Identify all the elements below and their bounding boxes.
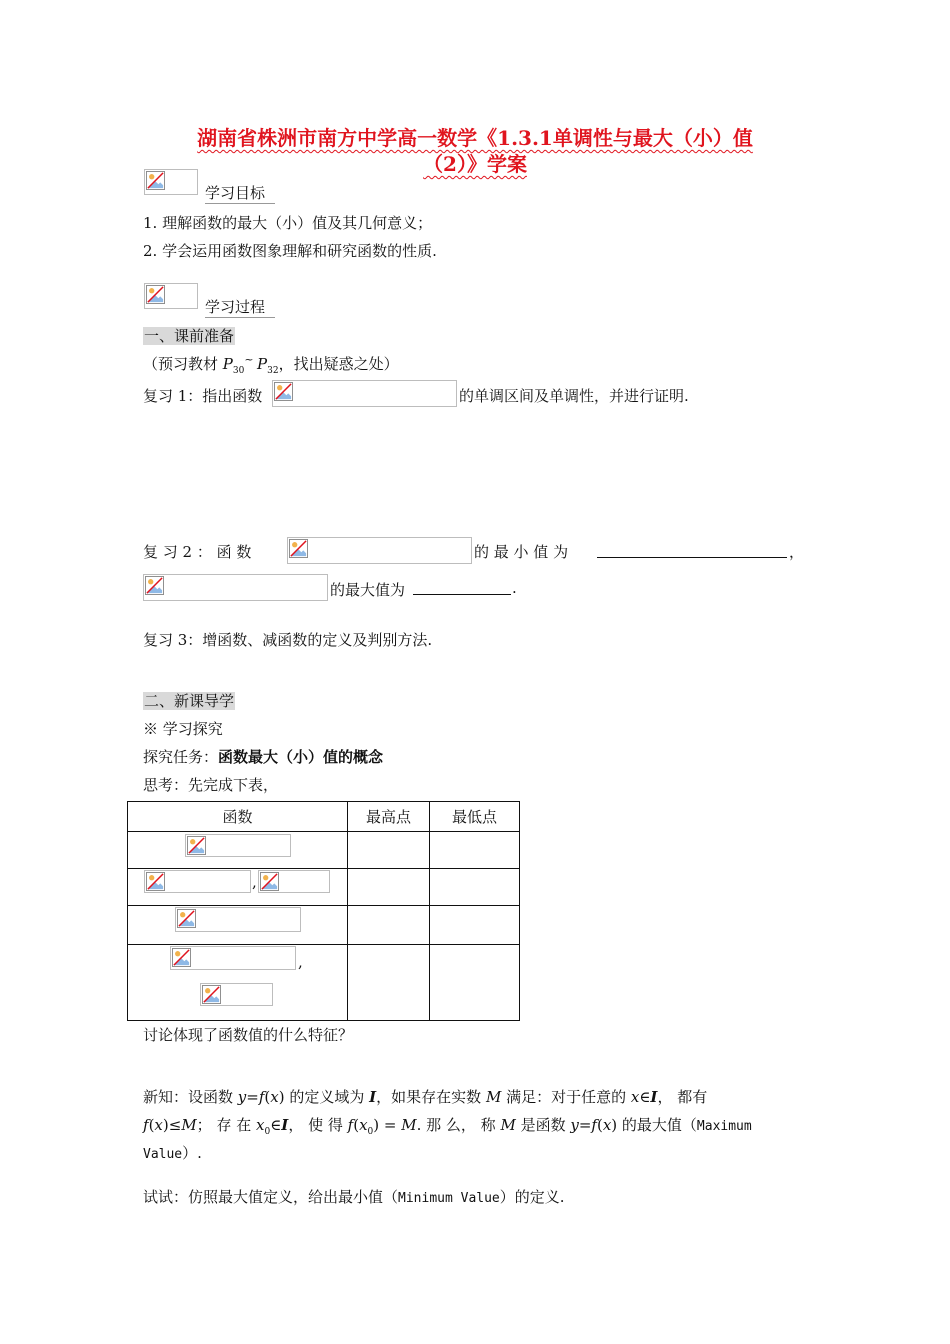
discuss-prompt: 讨论体现了函数值的什么特征？ (143, 1026, 354, 1044)
function-cell (128, 906, 348, 945)
formula-image (185, 834, 291, 857)
formula-image-review2b (143, 574, 328, 601)
section-image-process (144, 283, 198, 309)
answer-cell-highest[interactable] (348, 832, 430, 869)
table-header-row (128, 802, 520, 832)
explore-task: 探究任务：函数最大（小）值的概念 (143, 748, 384, 766)
answer-cell-highest[interactable] (348, 869, 430, 906)
section-label-goals: 学习目标 (205, 182, 275, 204)
broken-image-icon (289, 539, 308, 558)
formula-image-review2a (287, 537, 472, 564)
review1-prefix: 复习 1：指出函数 (143, 387, 263, 405)
review2-prefix: 复 习 2 ： 函 数 (143, 543, 252, 561)
section-label-process: 学习过程 (205, 296, 275, 318)
try-prompt: 试试：仿照最大值定义，给出最小值（Minimum Value）的定义. (143, 1188, 565, 1206)
answer-cell-highest[interactable] (348, 906, 430, 945)
answer-blank-min[interactable] (597, 543, 787, 558)
review2-comma: ， (789, 543, 805, 561)
newknow-line1: 新知：设函数 y=f(x) 的定义域为 I，如果存在实数 M 满足：对于任意的 x∈I， 都有 (143, 1088, 708, 1106)
newknow-line2: f(x)≤M； 存 在 $x_0\in I$， 使 得 $f(x_0) = M$. 那 么， 称 M 是函数 y=f(x) 的最大值（Maximum (143, 1116, 752, 1137)
broken-image-icon (146, 285, 165, 304)
answer-cell-lowest[interactable] (430, 832, 520, 869)
broken-image-icon (146, 171, 165, 190)
part2-heading: 二、新课导学 (144, 692, 235, 710)
header-lowest-point: 最低点 (430, 802, 520, 832)
answer-cell-lowest[interactable] (430, 906, 520, 945)
think-prompt: 思考：先完成下表， (143, 776, 279, 794)
answer-cell-highest[interactable] (348, 945, 430, 1021)
row-comma: , (298, 953, 303, 971)
formula-image (170, 946, 296, 970)
header-highest-point: 最高点 (348, 802, 430, 832)
table-row (128, 869, 520, 906)
row-comma: , (252, 873, 257, 891)
broken-image-icon (177, 909, 196, 928)
broken-image-icon (146, 872, 165, 891)
review2-period: . (512, 579, 517, 597)
formula-image (200, 983, 273, 1006)
newknow-line3: Value）. (143, 1144, 202, 1162)
broken-image-icon (187, 836, 206, 855)
broken-image-icon (202, 985, 221, 1004)
part1-heading: 一、课前准备 (144, 327, 235, 345)
formula-image-review1 (272, 380, 457, 407)
function-cell (128, 832, 348, 869)
function-table (127, 801, 520, 1021)
formula-image (175, 907, 301, 932)
header-function: 函数 (128, 802, 348, 832)
table-row (128, 906, 520, 945)
review1-suffix: 的单调区间及单调性，并进行证明. (459, 387, 689, 405)
function-cell (128, 945, 348, 1021)
answer-blank-max[interactable] (413, 580, 511, 595)
goal-item-2: 2. 学会运用函数图象理解和研究函数的性质. (143, 242, 437, 260)
answer-cell-lowest[interactable] (430, 869, 520, 906)
answer-cell-lowest[interactable] (430, 945, 520, 1021)
formula-image (258, 870, 330, 893)
review3: 复习 3：增函数、减函数的定义及判别方法. (143, 631, 433, 649)
table-row (128, 832, 520, 869)
broken-image-icon (145, 576, 164, 595)
table-row (128, 945, 520, 1021)
broken-image-icon (260, 872, 279, 891)
review2-line2-suffix: 的最大值为 (330, 581, 406, 599)
section-image-goals (144, 169, 198, 195)
explore-mark: ※ 学习探究 (143, 720, 223, 738)
broken-image-icon (274, 382, 293, 401)
preview-note: （预习教材 $P_{30}^\sim$ $P_{32}$，找出疑惑之处） (143, 353, 399, 376)
document-title-line1: 湖南省株洲市南方中学高一数学《1.3.1单调性与最大（小）值 (197, 126, 753, 150)
formula-image (144, 870, 251, 893)
broken-image-icon (172, 948, 191, 967)
document-title-line2: （2）》学案 (423, 152, 527, 176)
function-cell (128, 869, 348, 906)
goal-item-1: 1. 理解函数的最大（小）值及其几何意义； (143, 214, 433, 232)
review2-mid: 的 最 小 值 为 (474, 543, 569, 561)
